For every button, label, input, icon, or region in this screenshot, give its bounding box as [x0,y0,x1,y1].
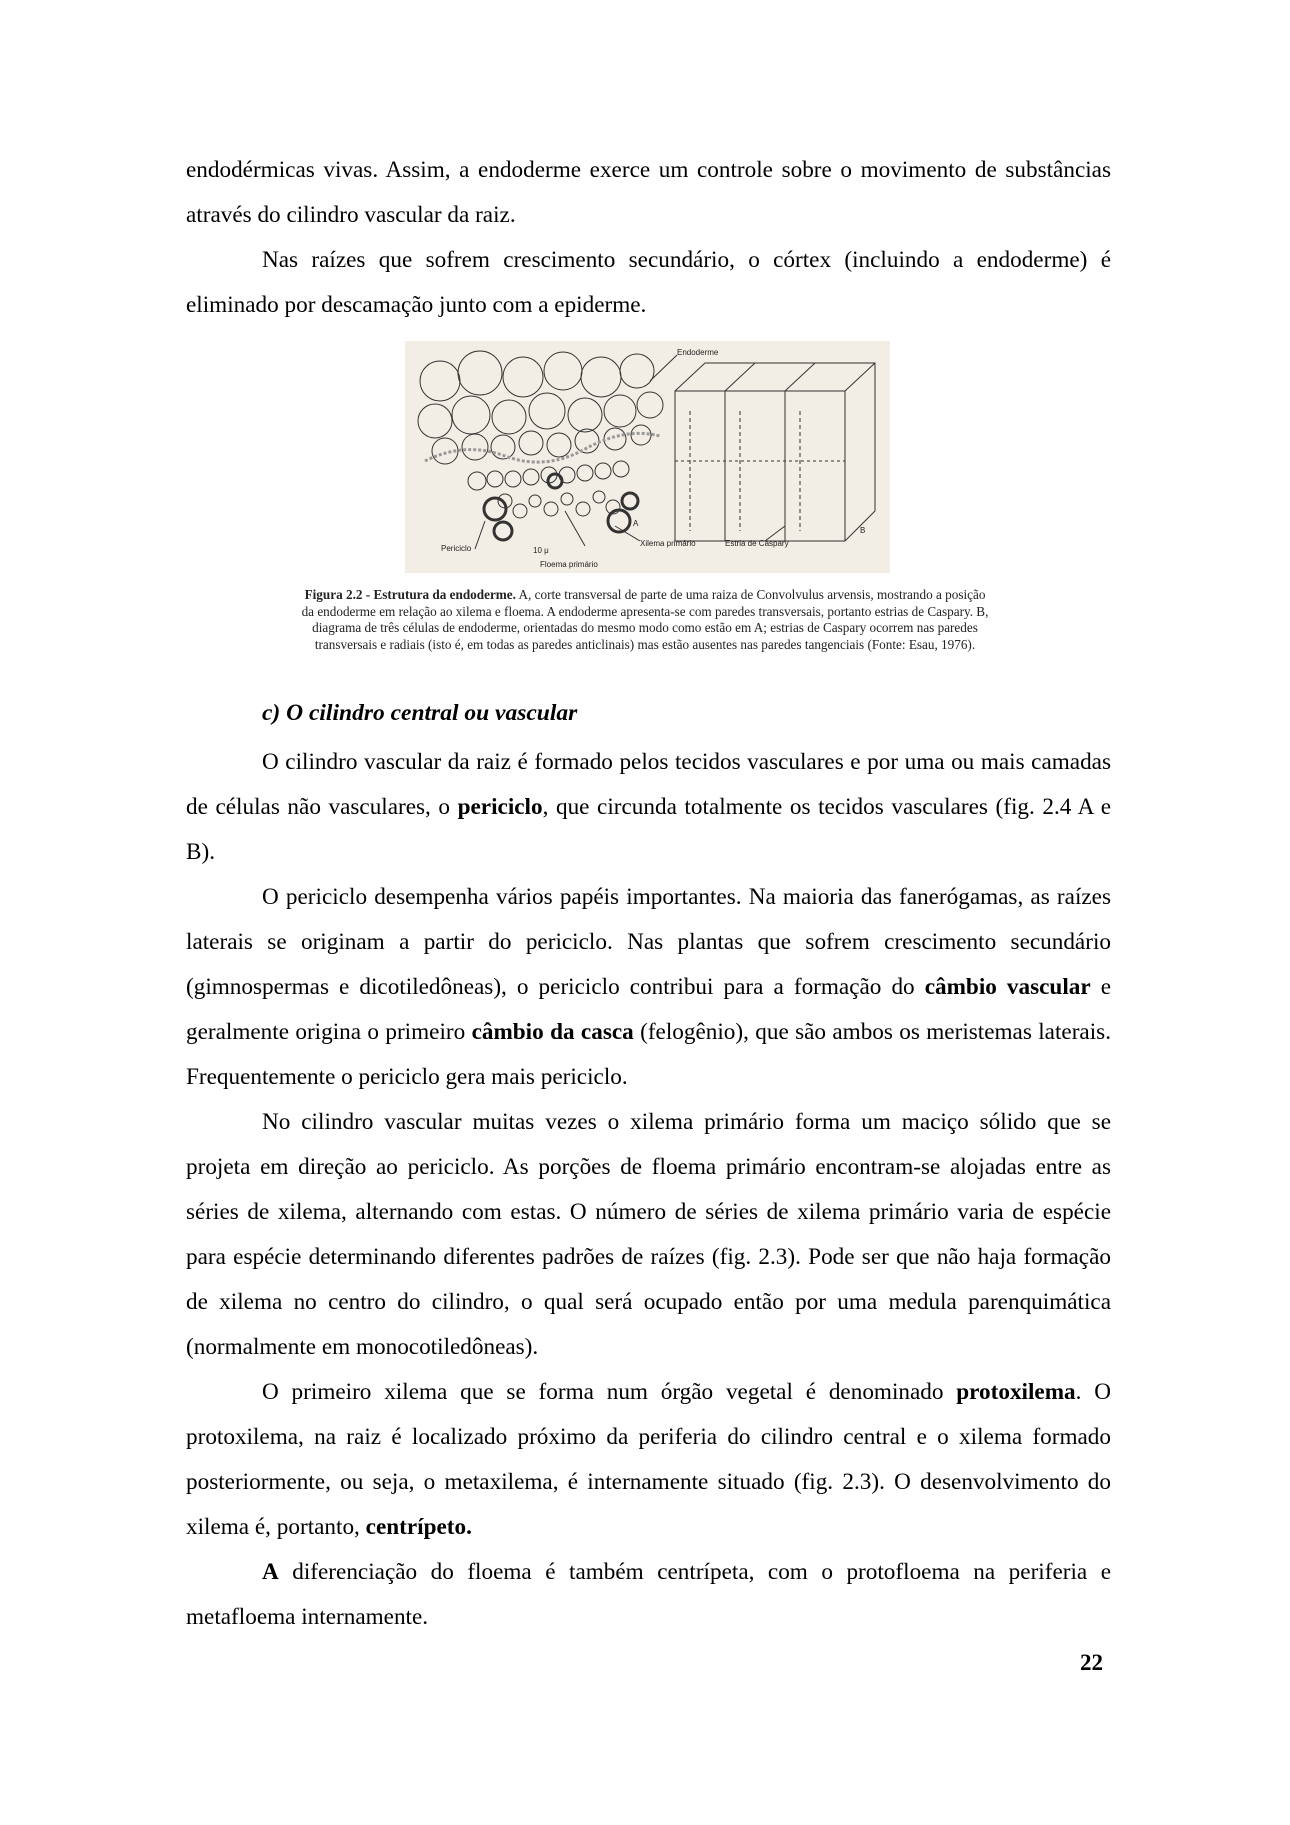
paragraph-primary-xylem: No cilindro vascular muitas vezes o xilema primário forma um maciço sólido que se projeta em direção ao periciclo. As porções de floema primário encontram-se alojadas entre as séries de xilema, alternando com estas. O número de séries de xilema primário varia de espécie para espécie determinando diferentes padrões de raízes (fig. 2.3). Pode ser que não haja formação de xilema no centro do cilindro, o qual será ocupado então por uma medula parenquimática (normalmente em monocotiledôneas). [186,1109,1111,1360]
label-endoderme: Endoderme [677,348,719,357]
vascular-cells [468,461,629,518]
label-scale: 10 μ [533,546,549,555]
p1-bold-periciclo: periciclo [457,794,543,820]
main-text [186,740,1111,1640]
p5-text: diferenciação do floema é também centrípeta, com o protofloema na periferia e metafloema internamente. [186,1559,1111,1630]
label-estria: Estria de Caspary [725,539,789,548]
p1-text-b: , que circunda totalmente os tecidos vasculares (fig. 2.4 A e B). [186,794,1111,865]
endoderm-figure [405,341,890,573]
p2-text-b: e geralmente origina o primeiro [186,974,1112,1045]
figure-caption [300,587,990,653]
p4-text-a: O primeiro xilema que se forma num órgão vegetal é denominado [262,1379,957,1405]
label-floema: Floema primário [540,560,598,569]
p1-text-a: O cilindro vascular da raiz é formado pelos tecidos vasculares e por uma ou mais camadas de células não vasculares, o [186,749,1111,820]
p2-text-c: (felogênio), que são ambos os meristemas laterais. Frequentemente o periciclo gera mais periciclo. [186,1019,1111,1090]
section-heading: c) O cilindro central ou vascular [262,700,578,726]
caption-text: A, corte transversal de parte de uma raiza de Convolvulus arvensis, mostrando a posição da endoderme em relação ao xilema e floema. A endoderme apresenta-se com paredes transversais, portanto estrias de Caspary. B, diagrama de três células de endoderme, orientadas do mesmo modo como estão em A; estrias de Caspary ocorrem nas paredes transversais e radiais (isto é, em todas as paredes anticlinais) mas estão ausentes nas paredes tangenciais (Fonte: Esau, 1976). [301,587,989,652]
paragraph-protoxylem [186,1370,1111,1550]
label-xilema: Xilema primário [640,539,696,548]
paragraph-pericycle-roles [186,875,1111,1100]
caption-title: Figura 2.2 - Estrutura da endoderme. [304,587,516,602]
p4-bold-protoxilema: protoxilema [956,1379,1076,1405]
paragraph-secondary-growth: Nas raízes que sofrem crescimento secundário, o córtex (incluindo a endoderme) é eliminado por descamação junto com a epiderme. [186,247,1111,318]
label-b: B [860,526,866,535]
endoderm-illustration [405,341,890,573]
paragraph-phloem [186,1550,1111,1640]
page-number: 22 [1080,1650,1103,1675]
p4-bold-centripeto: centrípeto. [365,1514,472,1540]
top-text [186,148,1111,328]
p2-text-a: O periciclo desempenha vários papéis importantes. Na maioria das fanerógamas, as raízes laterais se originam a partir do periciclo. Nas plantas que sofrem crescimento secundário (gimnospermas e dicotiledôneas), o periciclo contribui para a formação do [186,884,1111,1000]
paragraph-vascular-cylinder [186,740,1111,875]
label-periciclo: Periciclo [441,544,472,553]
p2-bold-cambio-casca: câmbio da casca [471,1019,634,1045]
paragraph-continuation: endodérmicas vivas. Assim, a endoderme exerce um controle sobre o movimento de substâncias através do cilindro vascular da raiz. [186,157,1111,228]
cortex-cells [418,351,663,464]
endoderm-block-diagram [675,363,875,541]
p2-bold-cambio-vascular: câmbio vascular [924,974,1091,1000]
label-a: A [633,519,639,528]
p5-bold-a: A [262,1559,279,1585]
p4-text-b: . O protoxilema, na raiz é localizado próximo da periferia do cilindro central e o xilema formado posteriormente, ou seja, o metaxilema, é internamente situado (fig. 2.3). O desenvolvimento do xilema é, portanto, [186,1379,1111,1540]
